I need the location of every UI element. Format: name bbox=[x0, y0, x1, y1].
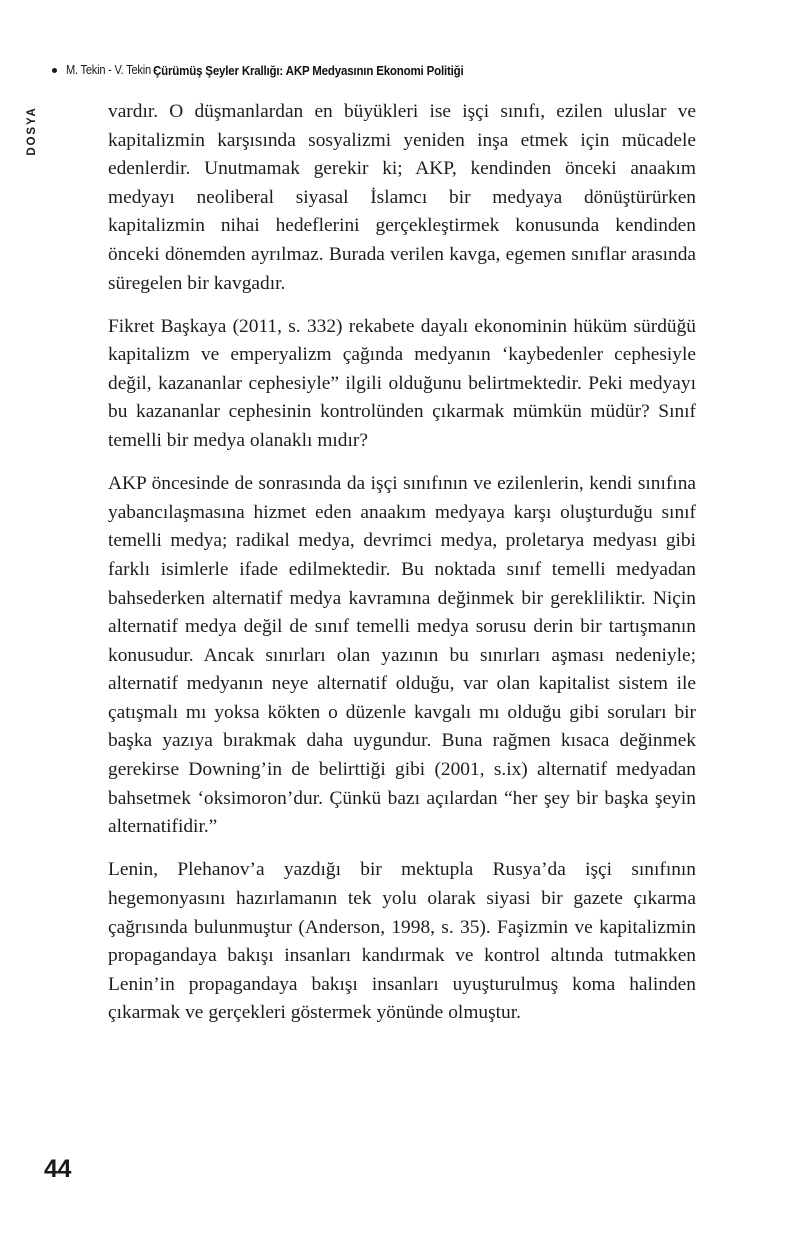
section-tab-label: DOSYA bbox=[26, 106, 38, 156]
section-tab bbox=[20, 92, 44, 170]
body-paragraph: AKP öncesinde de sonrasında da işçi sınıfının ve ezilenlerin, kendi sınıfına yabancılaşmasına hizmet eden anaakım medyaya karşı oluşturduğu sınıf temelli medya; radikal medya, devrimci medya, proletarya medyası gibi farklı isimlerle ifade edilmektedir. Bu noktada sınıf temelli medyadan bahsederken alternatif medya kavramına değinmek bir gerekliliktir. Niçin alternatif medya değil de sınıf temelli medya sorusu derin bir tartışmanın konusudur. Ancak sınırları olan yazının bu sınırları aşması nedeniyle; alternatif medyanın neye alternatif olduğu, var olan kapitalist sistem ile çatışmalı mı yoksa kökten o düzenle kavgalı mı olduğu gibi soruları bir başka yazıya bırakmak daha uygundur. Buna rağmen kısaca değinmek gerekirse Downing’in de belirttiği gibi (2001, s.ix) alternatif medyadan bahsetmek ‘oksimoron’dur. Çünkü bazı açılardan “her şey bir başka şeyin alternatifidir.” bbox=[108, 473, 696, 838]
body-text-column bbox=[108, 98, 696, 1028]
bullet-dot-icon bbox=[52, 68, 57, 73]
running-header-authors: M. Tekin - V. Tekin - bbox=[66, 63, 158, 77]
body-paragraph: Lenin, Plehanov’a yazdığı bir mektupla Rusya’da işçi sınıfının hegemonyasını hazırlamanın tek yolu olarak siyasi bir gazete çıkarma çağrısında bulunmuştur (Anderson, 1998, s. 35). Faşizmin ve kapitalizmin propagandaya bakışı insanları kandırmak ve kontrol altında tutmakken Lenin’in propagandaya bakışı insanları uyuşturulmuş koma halinden çıkarmak ve gerçekleri göstermek yönünde olmuştur. bbox=[108, 859, 696, 1024]
body-paragraph: vardır. O düşmanlardan en büyükleri ise işçi sınıfı, ezilen uluslar ve kapitalizmin karşısında sosyalizmi yeniden inşa etmek için mücadele edenlerdir. Unutmamak gerekir ki; AKP, kendinden önceki anaakım medyayı neoliberal siyasal İslamcı bir medyaya dönüştürürken kapitalizmin nihai hedeflerini gerçekleştirmek konusunda kendinden önceki dönemden ayrılmaz. Burada verilen kavga, egemen sınıflar arasında süregelen bir kavgadır. bbox=[108, 101, 696, 294]
running-header bbox=[52, 60, 752, 80]
body-paragraph: Fikret Başkaya (2011, s. 332) rekabete dayalı ekonominin hüküm sürdüğü kapitalizm ve emperyalizm çağında medyanın ‘kaybedenler cephesiyle değil, kazananlar cephesiyle” ilgili olduğunu belirtmektedir. Peki medyayı bu kazananlar cephesinin kontrolünden çıkarmak mümkün müdür? Sınıf temelli bir medya olanaklı mıdır? bbox=[108, 315, 696, 452]
running-header-title: Çürümüş Şeyler Krallığı: AKP Medyasının Ekonomi Politiği bbox=[152, 62, 464, 78]
page-number: 44 bbox=[44, 1155, 72, 1183]
